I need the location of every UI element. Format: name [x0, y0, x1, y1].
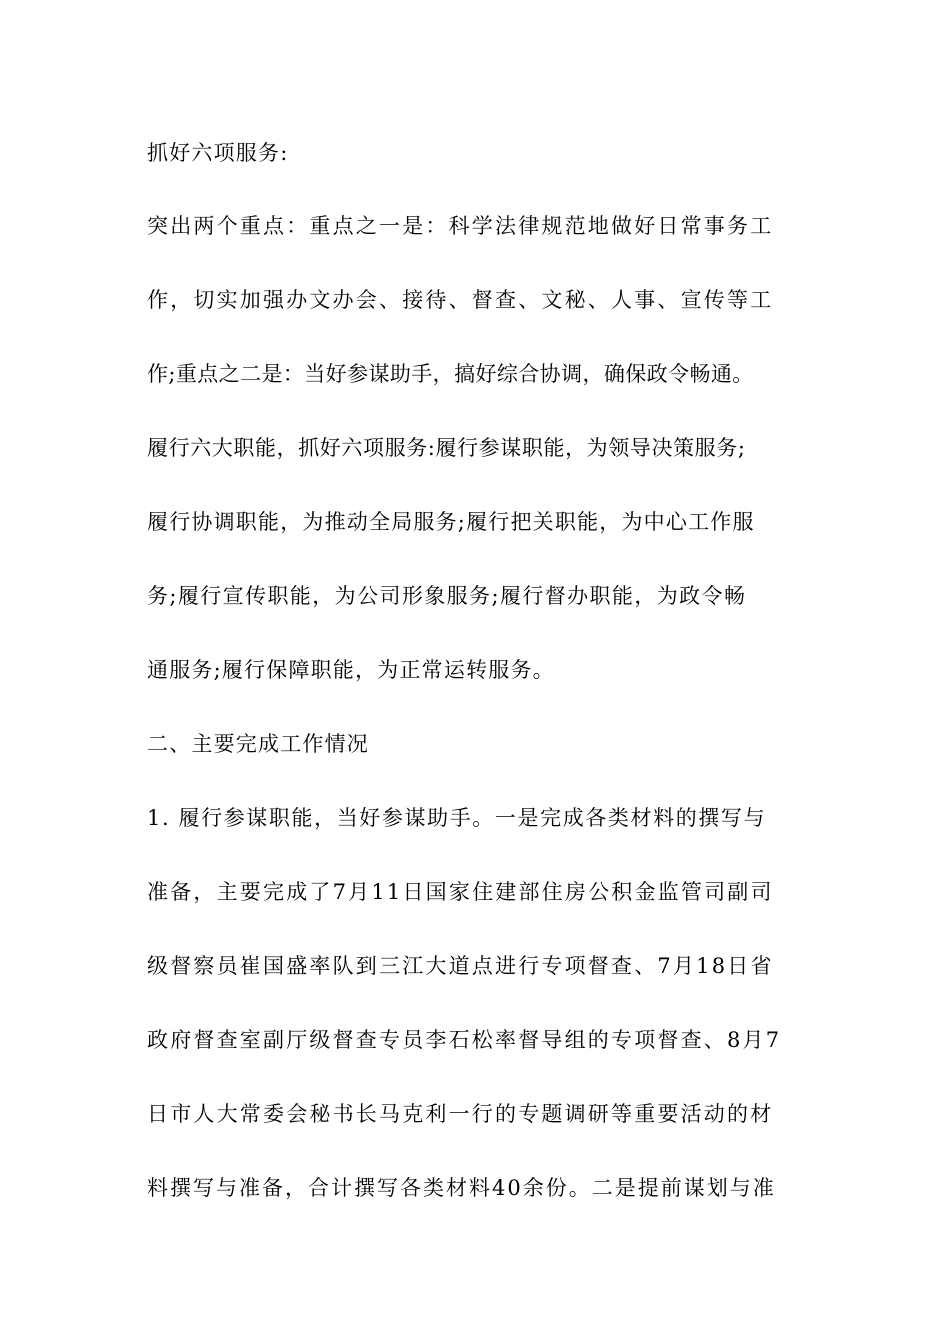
text-line: 履行六大职能，抓好六项服务:履行参谋职能，为领导决策服务; [147, 436, 746, 460]
text-line: 通服务;履行保障职能，为正常运转服务。 [147, 658, 555, 682]
text-line: 作;重点之二是：当好参谋助手，搞好综合协调，确保政令畅通。 [147, 362, 754, 386]
text-line: 政府督查室副厅级督查专员李石松率督导组的专项督查、8月7 [147, 1028, 782, 1052]
text-line: 作，切实加强办文办会、接待、督查、文秘、人事、宣传等工 [147, 288, 774, 312]
text-line: 务;履行宣传职能，为公司形象服务;履行督办职能，为政令畅 [147, 584, 747, 608]
text-line: 料撰写与准备，合计撰写各类材料40余份。二是提前谋划与准 [147, 1176, 776, 1200]
text-line: 突出两个重点：重点之一是：科学法律规范地做好日常事务工 [147, 214, 774, 238]
text-line: 履行协调职能，为推动全局服务;履行把关职能，为中心工作服 [147, 510, 755, 534]
text-line: 准备，主要完成了7月11日国家住建部住房公积金监管司副司 [147, 880, 774, 904]
text-line: 抓好六项服务: [147, 141, 289, 165]
text-line: 1. 履行参谋职能，当好参谋助手。一是完成各类材料的撰写与 [147, 806, 767, 830]
text-line: 级督察员崔国盛率队到三江大道点进行专项督查、7月18日省 [147, 954, 774, 978]
section-heading: 二、主要完成工作情况 [147, 732, 369, 756]
text-line: 日市人大常委会秘书长马克利一行的专题调研等重要活动的材 [147, 1102, 774, 1126]
